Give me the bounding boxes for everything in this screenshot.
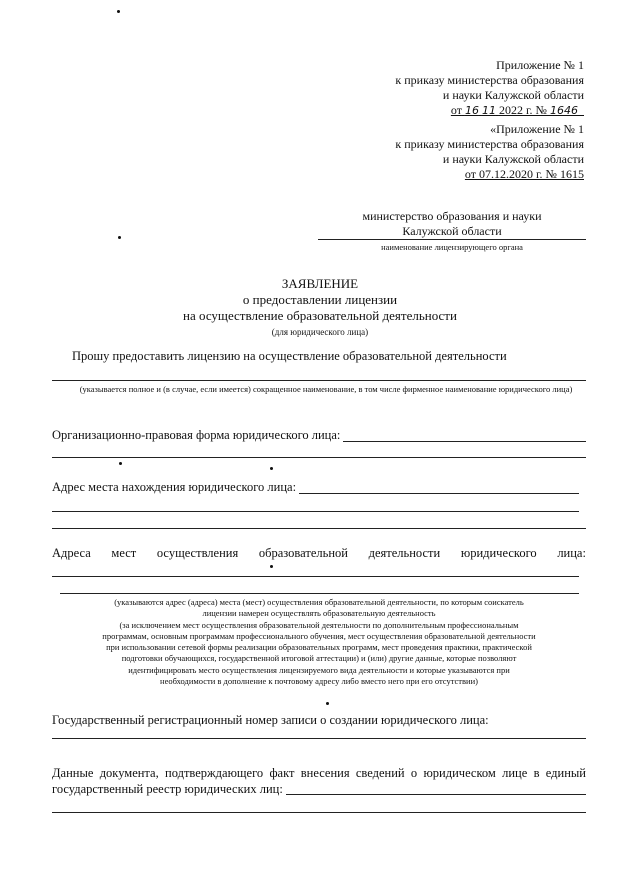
address-field[interactable] <box>299 493 579 494</box>
appendix-date-line: от 16 11 2022 г. № 1646 <box>450 103 578 117</box>
name-caption: (указывается полное и (в случае, если имеется) сокращенное наименование, в том числе фирменное наименование юридического лица) <box>79 384 573 394</box>
address-field-2[interactable] <box>52 511 579 512</box>
activity-address-field-2[interactable] <box>60 593 579 594</box>
activity-caption: (указываются адрес (адреса) места (мест) осуществления образовательной деятельности, по которым соискатель лицензии намерен осуществлять образовательную деятельность (за исключением мест осуществления образовательной деятельности по дополнительным профессиональным программам, основным программам профессионального обучения, мест осуществления образовательной деятельности при использовании сетевой формы реализации образовательных программ, мест проведения практики, практической подготовки обучающихся, государственной итоговой аттестации) и (или) другие данные, которые позволяют идентифицировать место осуществления лицензируемого вида деятельности и которые указываются при необходимости в дополнение к почтовому адресу либо вместо него при его отсутствии) <box>102 597 536 687</box>
handwritten-number: 1646 <box>550 104 578 117</box>
state-registration-label: Государственный регистрационный номер записи о создании юридического лица: <box>52 713 489 727</box>
address-label: Адрес места нахождения юридического лица: <box>52 480 297 494</box>
scan-speck <box>270 565 273 568</box>
state-registration-field[interactable] <box>52 738 586 739</box>
title-main: ЗАЯВЛЕНИЕ <box>281 276 359 291</box>
registry-document-field[interactable] <box>286 794 586 795</box>
title-note: (для юридического лица) <box>271 327 369 337</box>
scan-speck <box>117 10 120 13</box>
scan-speck <box>270 467 273 470</box>
appendix-new <box>395 58 584 118</box>
appendix-order-line: к приказу министерства образования <box>395 73 584 87</box>
appendix-old: «Приложение № 1 к приказу министерства образования и науки Калужской области от 07.12.2020 г. № 1615 <box>395 122 584 181</box>
name-field-line[interactable] <box>52 380 586 381</box>
address-field-3[interactable] <box>52 528 586 529</box>
appendix-old-date: от 07.12.2020 г. № 1615 <box>464 167 584 181</box>
appendix-title: Приложение № 1 <box>496 58 584 72</box>
scan-speck <box>119 462 122 465</box>
activity-address-label: Адреса мест осуществления образовательной деятельности юридического лица: <box>52 546 586 560</box>
registry-document-label: Данные документа, подтверждающего факт внесения сведений о юридическом лице в единый государственный реестр юридических лиц: <box>52 766 586 796</box>
licensing-authority: министерство образования и науки Калужской области <box>362 209 542 238</box>
scan-speck <box>326 702 329 705</box>
legal-form-label: Организационно-правовая форма юридического лица: <box>52 428 341 442</box>
appendix-ministry-line: и науки Калужской области <box>442 88 584 102</box>
scan-speck <box>118 236 121 239</box>
registry-document-field-2[interactable] <box>52 812 586 813</box>
activity-address-field[interactable] <box>52 576 579 577</box>
handwritten-month: 11 <box>481 104 496 117</box>
document-title: ЗАЯВЛЕНИЕ о предоставлении лицензии на осуществление образовательной деятельности (для юридического лица) <box>0 276 640 340</box>
request-text: Прошу предоставить лицензию на осуществление образовательной деятельности <box>72 349 507 363</box>
authority-caption: наименование лицензирующего органа <box>381 242 523 252</box>
legal-form-field[interactable] <box>343 441 586 442</box>
authority-underline <box>318 239 586 240</box>
legal-form-field-2[interactable] <box>52 457 586 458</box>
handwritten-day: 16 <box>464 104 479 117</box>
